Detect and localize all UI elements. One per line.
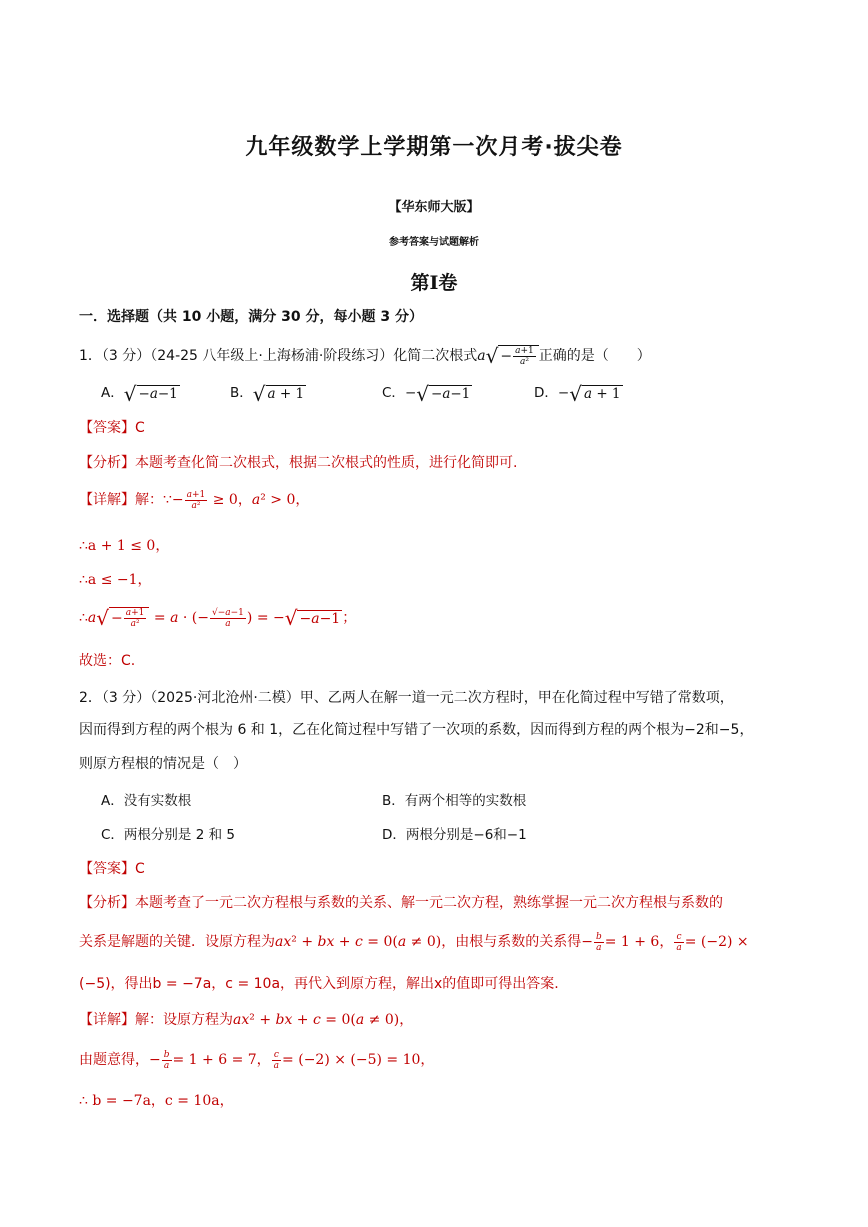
question-1-expression: a√ − $\frac{a+1}{\text{a²}}$ (477, 348, 539, 364)
question-2-answer: 【答案】C (79, 861, 145, 877)
question-2-detail-step2: 由题意得，− $\frac{b}{a}$ = 1 + 6 = 7， $\frac{c}{a}$ = (−2) × (−5) = 10， (79, 1049, 435, 1071)
question-1-conclusion: 故选：C. (79, 653, 136, 669)
question-1-option-d: D．−√ a + 1 (534, 381, 621, 406)
question-2-detail-step3: ∴ b = −7a，c = 10a， (79, 1093, 234, 1109)
question-2-option-d: D．两根分别是−6和−1 (382, 827, 527, 843)
document-title: 九年级数学上学期第一次月考·拔尖卷 (245, 135, 623, 160)
question-1-stem-suffix: 正确的是（ ） (538, 348, 651, 364)
question-1-analysis: 【分析】本题考查化简二次根式，根据二次根式的性质，进行化简即可. (79, 455, 518, 471)
section-header: 一．选择题（共 10 小题，满分 30 分，每小题 3 分） (79, 309, 423, 325)
question-2-detail-step1: 【详解】解：设原方程为ax² + bx + c = 0(a ≠ 0)， (79, 1012, 414, 1028)
question-1-detail-step4: ∴a√ − $\frac{a+1}{\text{a²}}$ = a · (− $\frac{√-a-1}{a}$ ) = −√ −a−1 ； (79, 606, 357, 630)
question-2-option-a: A．没有实数根 (101, 793, 192, 809)
question-2-analysis-line2: 关系是解题的关键．设原方程为ax² + bx + c = 0(a ≠ 0)，由根与系数的关系得− $\frac{b}{a}$ = 1 + 6， $\frac{c}{a}$ = (−2) × (79, 931, 749, 953)
question-1-detail-step2: ∴a + 1 ≤ 0， (79, 538, 170, 554)
question-1-answer: 【答案】C (79, 420, 145, 436)
question-2-option-c: C．两根分别是 2 和 5 (101, 827, 235, 843)
question-2-analysis-line3: (−5)，得出b = −7a，c = 10a，再代入到原方程，解出x的值即可得出答案. (79, 976, 559, 992)
question-1-option-a: A．√ −a−1 (101, 381, 178, 406)
question-1-stem-prefix: 1．（3 分）（24-25 八年级上·上海杨浦·阶段练习）化简二次根式 (79, 348, 478, 364)
question-2-analysis-line1: 【分析】本题考查了一元二次方程根与系数的关系、解一元二次方程，熟练掌握一元二次方程根与系数的 (79, 895, 723, 911)
edition-label: 【华东师大版】 (388, 200, 480, 215)
question-2-stem-line1: 2．（3 分）（2025·河北沧州·二模）甲、乙两人在解一道一元二次方程时，甲在化简过程中写错了常数项， (79, 690, 734, 706)
question-1-detail-step1: 【详解】解：∵− $\frac{a+1}{\text{a²}}$ ≥ 0，a² > 0， (79, 489, 310, 511)
volume-heading: 第Ⅰ卷 (410, 272, 458, 294)
question-2-stem-line2: 因而得到方程的两个根为 6 和 1，乙在化简过程中写错了一次项的系数，因而得到方程的两个根为−2和−5， (79, 722, 754, 738)
question-1-detail-step3: ∴a ≤ −1， (79, 572, 152, 588)
question-2-option-b: B．有两个相等的实数根 (382, 793, 527, 809)
document-subtitle: 参考答案与试题解析 (389, 237, 479, 248)
question-1-stem (79, 345, 651, 367)
question-2-stem-line3: 则原方程根的情况是（ ） (79, 756, 247, 772)
question-1-option-b: B．√ a + 1 (230, 381, 305, 406)
question-1-option-c: C．−√ −a−1 (382, 381, 471, 406)
